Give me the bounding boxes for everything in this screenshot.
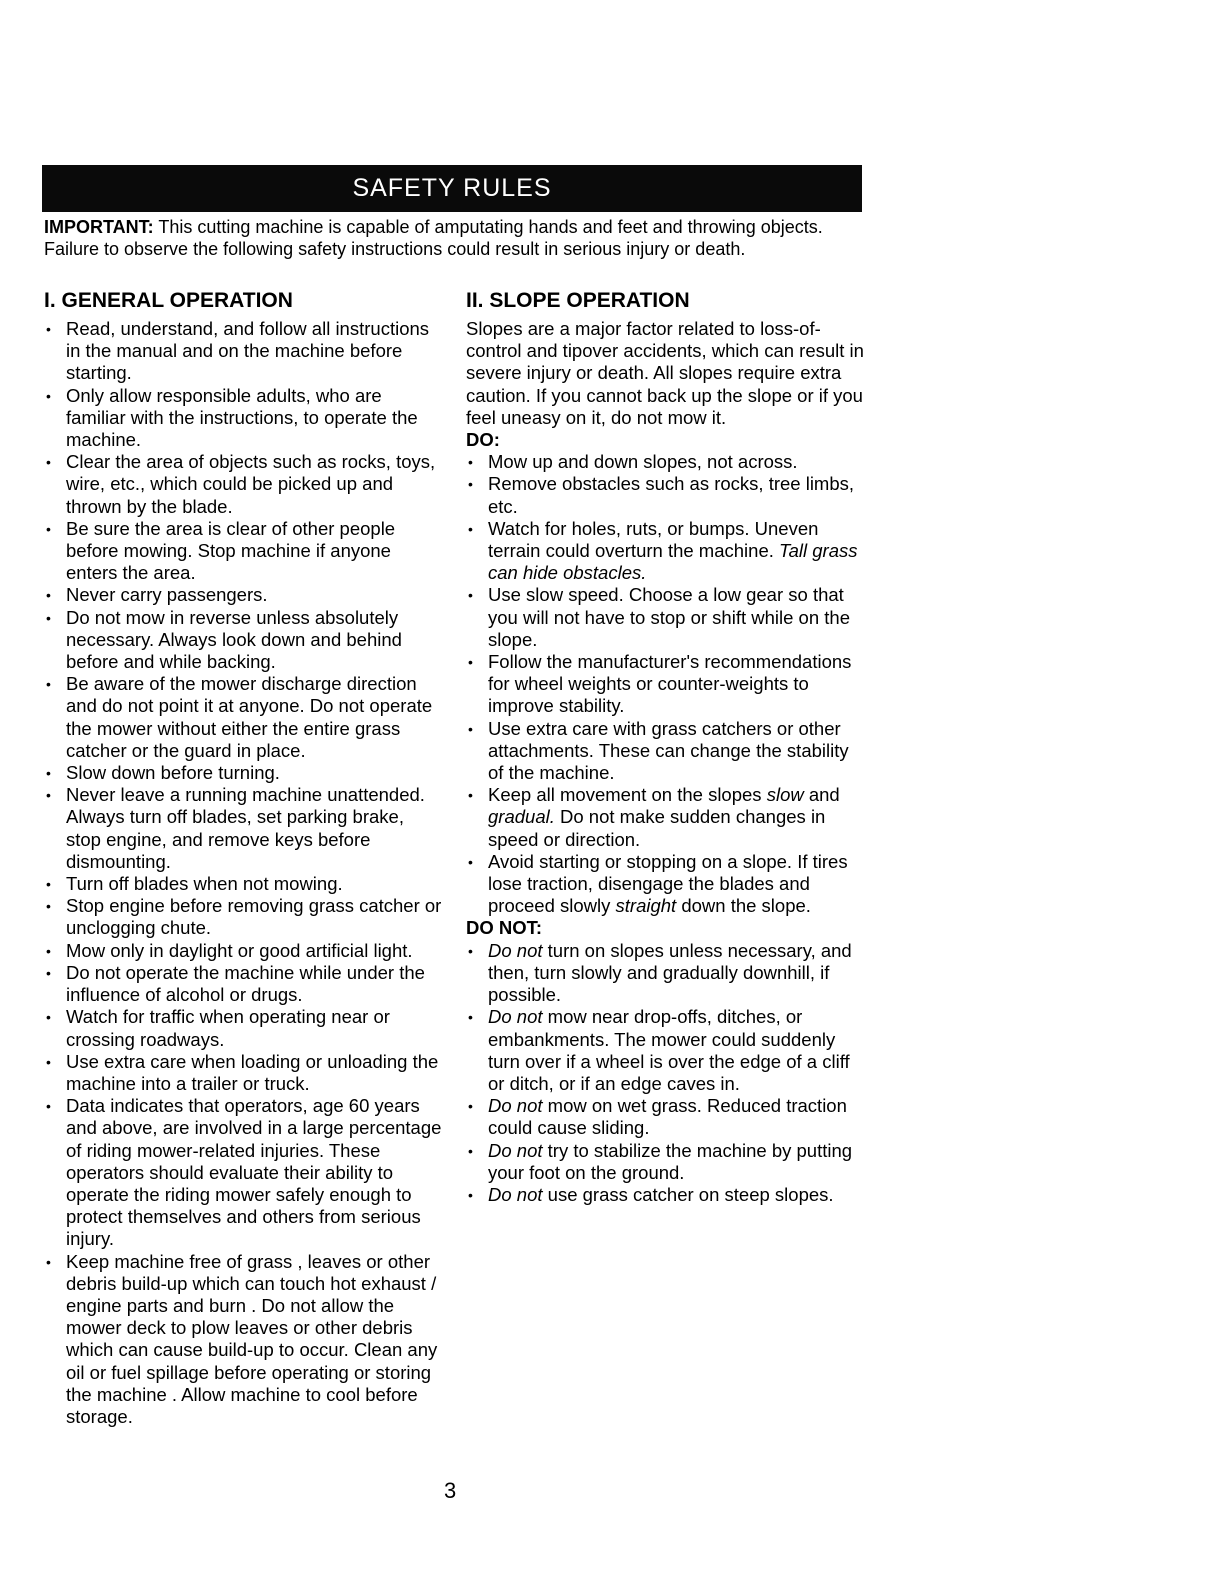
list-item-text: Mow up and down slopes, not across. [488, 451, 798, 473]
bullet-icon: • [468, 787, 473, 804]
bullet-icon: • [46, 765, 51, 782]
list-item [44, 895, 444, 939]
list-item [44, 1251, 444, 1429]
bullet-icon: • [468, 1009, 473, 1026]
emphasis-text: Do not [488, 1183, 543, 1205]
bullet-icon: • [46, 787, 51, 804]
list-item [44, 1006, 444, 1050]
emphasis-text: Do not [488, 939, 543, 961]
bullet-icon: • [46, 387, 51, 404]
list-item [466, 584, 866, 651]
list-item-text: mow on wet grass. Reduced traction could cause sliding. [488, 1095, 847, 1139]
bullet-icon: • [468, 520, 473, 537]
bullet-icon: • [46, 942, 51, 959]
list-item-text: Mow only in daylight or good artificial light. [66, 939, 413, 961]
list-item-text: Use extra care when loading or unloading the machine into a trailer or truck. [66, 1050, 439, 1094]
list-item-text: Slow down before turning. [66, 762, 280, 784]
emphasis-text: slow [766, 784, 804, 806]
bullet-icon: • [46, 876, 51, 893]
list-item-text: Be sure the area is clear of other people before mowing. Stop machine if anyone enters the area. [66, 517, 396, 584]
list-item [44, 762, 444, 784]
list-item-text: turn on slopes unless necessary, and then, turn slowly and gradually downhill, if possible. [488, 939, 852, 1006]
list-item-text: Use slow speed. Choose a low gear so that you will not have to stop or shift while on the slope. [488, 584, 850, 650]
list-item [44, 873, 444, 895]
list-item [466, 451, 866, 473]
slope-intro: Slopes are a major factor related to loss-of-control and tipover accidents, which can result in severe injury or death. All slopes require extra caution. If you cannot back up the slope or if you feel uneasy on it, do not mow it. [466, 318, 864, 428]
list-item [44, 318, 444, 385]
list-item-text: Be aware of the mower discharge direction and do not point it at anyone. Do not operate the mower without either the entire grass catcher or the guard in place. [66, 673, 433, 761]
list-item [44, 962, 444, 1006]
list-item-text: Do not make sudden changes in speed or direction. [488, 806, 826, 850]
emphasis-text: Do not [488, 1139, 543, 1161]
list-item [44, 451, 444, 518]
list-item [466, 518, 866, 585]
bullet-icon: • [468, 853, 473, 870]
section-banner: SAFETY RULES [42, 165, 862, 212]
list-item-text: and [803, 784, 840, 806]
bullet-icon: • [468, 720, 473, 737]
bullet-icon: • [46, 454, 51, 471]
list-item [466, 718, 866, 785]
general-operation-heading: I. GENERAL OPERATION [44, 289, 293, 312]
bullet-icon: • [46, 898, 51, 915]
bullet-icon: • [46, 1098, 51, 1115]
bullet-icon: • [468, 942, 473, 959]
bullet-icon: • [468, 654, 473, 671]
list-item-text: try to stabilize the machine by putting your foot on the ground. [488, 1139, 853, 1183]
list-item-text: Watch for traffic when operating near or crossing roadways. [66, 1006, 390, 1050]
page-number: 3 [444, 1478, 457, 1503]
emphasis-text: straight [615, 895, 677, 917]
list-item [466, 784, 866, 851]
list-item-text: Read, understand, and follow all instructions in the manual and on the machine before starting. [66, 318, 430, 384]
list-item-text: Only allow responsible adults, who are familiar with the instructions, to operate the machine. [66, 384, 418, 451]
emphasis-text: Do not [488, 1095, 543, 1117]
list-item-text: use grass catcher on steep slopes. [542, 1183, 834, 1205]
bullet-icon: • [46, 1009, 51, 1026]
list-item [466, 1006, 866, 1095]
list-item [466, 851, 866, 918]
emphasis-text: gradual. [488, 806, 555, 828]
list-item-text: Keep machine free of grass , leaves or other debris build-up which can touch hot exhaust / engine parts and burn . Do not allow the mower deck to plow leaves or other debris which can cause build-up to occur. Clean any oil or fuel spillage before operating or storing the machine . Allow machine to cool before storage. [66, 1250, 438, 1427]
list-item [466, 651, 866, 718]
list-item-text: Clear the area of objects such as rocks, toys, wire, etc., which could be picked up and thrown by the blade. [66, 451, 436, 517]
list-item [466, 940, 866, 1007]
list-item-text: Stop engine before removing grass catcher or unclogging chute. [66, 895, 442, 939]
list-item [44, 940, 444, 962]
list-item [44, 607, 444, 674]
bullet-icon: • [468, 1186, 473, 1203]
list-item-text: mow near drop-offs, ditches, or embankments. The mower could suddenly turn over if a wheel is over the edge of a cliff or ditch, or if an edge caves in. [488, 1006, 850, 1094]
list-item [44, 1051, 444, 1095]
list-item-text: Watch for holes, ruts, or bumps. Uneven terrain could overturn the machine. [488, 517, 819, 562]
bullet-icon: • [46, 520, 51, 537]
do-not-list [466, 940, 866, 1206]
bullet-icon: • [46, 964, 51, 981]
list-item-text: Use extra care with grass catchers or other attachments. These can change the stability of the machine. [488, 717, 849, 784]
list-item-text: Follow the manufacturer's recommendations for wheel weights or counter-weights to improve stability. [488, 651, 852, 717]
important-text: This cutting machine is capable of amputating hands and feet and throwing objects. Failure to observe the following safety instructions could result in serious injury or death. [44, 217, 823, 259]
do-not-heading: DO NOT: [466, 917, 543, 939]
do-list [466, 451, 866, 917]
list-item-text: Turn off blades when not mowing. [66, 873, 343, 895]
bullet-icon: • [46, 676, 51, 693]
list-item-text: Never carry passengers. [66, 584, 268, 606]
bullet-icon: • [46, 1253, 51, 1270]
slope-operation-heading: II. SLOPE OPERATION [466, 289, 690, 312]
list-item-text: down the slope. [676, 895, 811, 917]
list-item-text: Data indicates that operators, age 60 years and above, are involved in a large percentage of riding mower-related injuries. These operators should evaluate their ability to operate the riding mower safely enough to protect themselves and others from serious injury. [66, 1095, 442, 1250]
general-operation-list [44, 318, 444, 1428]
bullet-icon: • [46, 1053, 51, 1070]
emphasis-text: Do not [488, 1006, 543, 1028]
bullet-icon: • [468, 587, 473, 604]
list-item-text: Remove obstacles such as rocks, tree limbs, etc. [488, 473, 855, 517]
do-heading: DO: [466, 429, 500, 451]
slope-operation-column [466, 288, 866, 1206]
list-item-text: Do not mow in reverse unless absolutely necessary. Always look down and behind before and while backing. [66, 606, 402, 673]
important-label: IMPORTANT: [44, 217, 154, 237]
list-item [44, 518, 444, 585]
list-item [44, 784, 444, 873]
bullet-icon: • [468, 1098, 473, 1115]
bullet-icon: • [46, 587, 51, 604]
list-item [466, 1095, 866, 1139]
list-item [44, 673, 444, 762]
general-operation-column [44, 288, 444, 1428]
list-item [44, 1095, 444, 1250]
list-item [466, 1184, 866, 1206]
list-item-text: Avoid starting or stopping on a slope. If tires lose traction, disengage the blades and proceed slowly [488, 850, 848, 917]
list-item-text: Never leave a running machine unattended. Always turn off blades, set parking brake, stop engine, and remove keys before dismounting. [66, 784, 425, 872]
bullet-icon: • [468, 454, 473, 471]
list-item [44, 584, 444, 606]
important-notice [44, 216, 844, 260]
bullet-icon: • [46, 609, 51, 626]
list-item [466, 1140, 866, 1184]
emphasis-text: Tall grass can hide obstacles. [488, 540, 858, 584]
bullet-icon: • [46, 321, 51, 337]
list-item [44, 385, 444, 452]
bullet-icon: • [468, 476, 473, 493]
list-item-text: Keep all movement on the slopes [488, 784, 767, 806]
list-item [466, 473, 866, 517]
bullet-icon: • [468, 1142, 473, 1159]
list-item-text: Do not operate the machine while under the influence of alcohol or drugs. [66, 961, 425, 1006]
